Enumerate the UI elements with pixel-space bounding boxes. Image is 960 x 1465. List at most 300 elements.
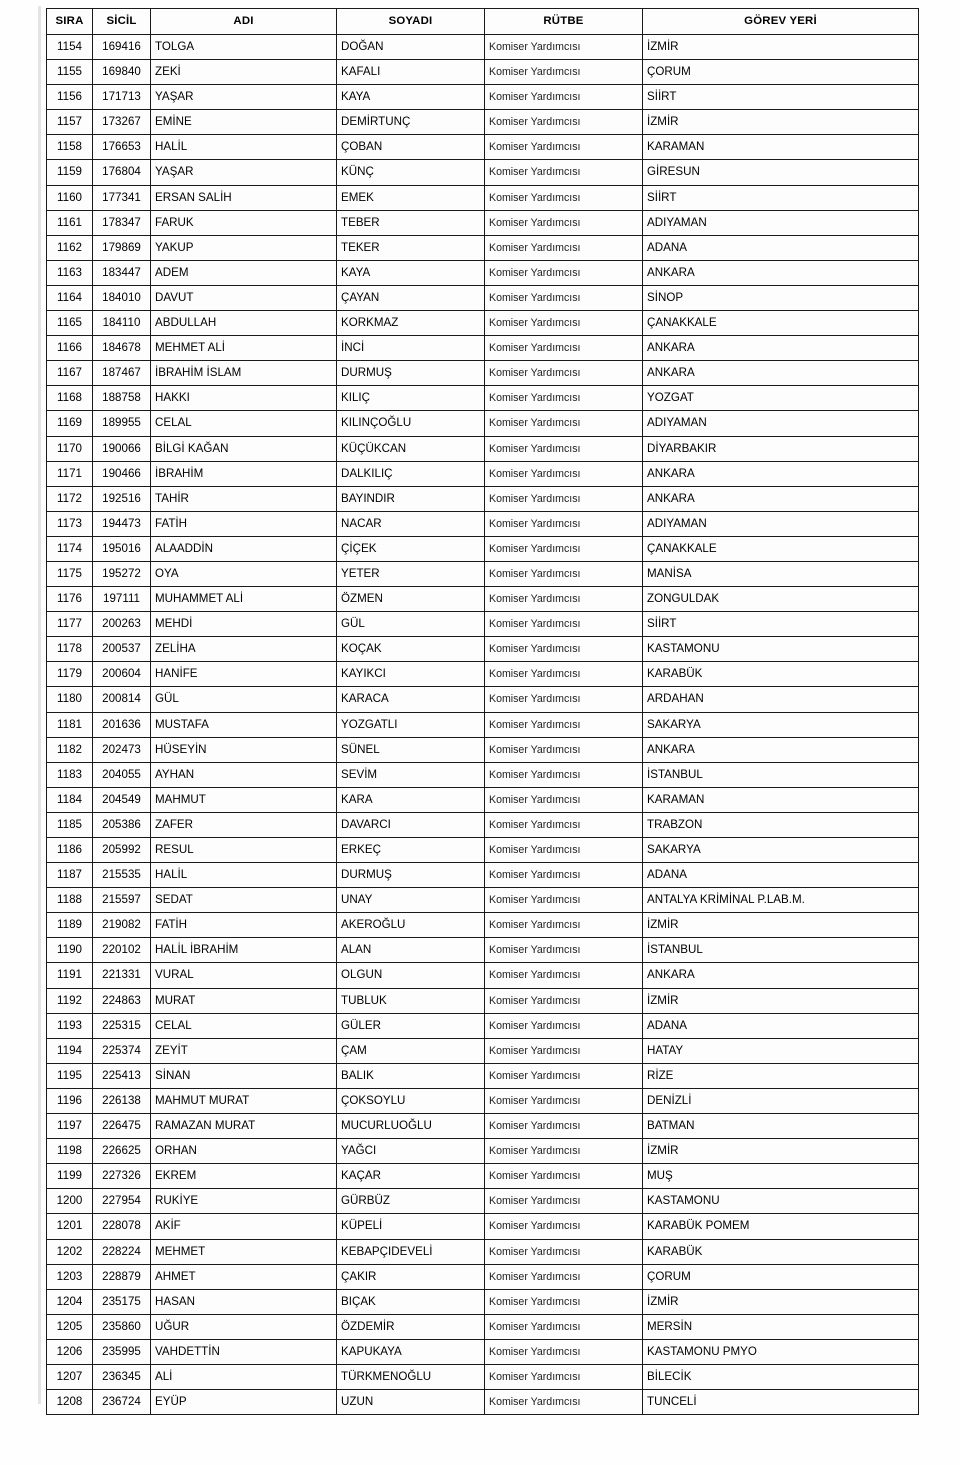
- cell-sira: 1173: [47, 511, 93, 536]
- cell-adi: CELAL: [151, 411, 337, 436]
- cell-sicil: 225315: [93, 1013, 151, 1038]
- cell-rutbe: Komiser Yardımcısı: [485, 662, 643, 687]
- cell-soyadi: SEVİM: [337, 762, 485, 787]
- cell-rutbe: Komiser Yardımcısı: [485, 1214, 643, 1239]
- cell-sira: 1181: [47, 712, 93, 737]
- table-row: [47, 863, 919, 888]
- cell-adi: HALİL: [151, 863, 337, 888]
- cell-rutbe: Komiser Yardımcısı: [485, 411, 643, 436]
- cell-sira: 1207: [47, 1364, 93, 1389]
- cell-soyadi: DURMUŞ: [337, 361, 485, 386]
- cell-sicil: 190066: [93, 436, 151, 461]
- cell-sira: 1159: [47, 160, 93, 185]
- cell-sicil: 235860: [93, 1314, 151, 1339]
- cell-sicil: 194473: [93, 511, 151, 536]
- cell-soyadi: KÜNÇ: [337, 160, 485, 185]
- cell-rutbe: Komiser Yardımcısı: [485, 712, 643, 737]
- cell-sicil: 169416: [93, 35, 151, 60]
- cell-sicil: 171713: [93, 85, 151, 110]
- cell-sira: 1184: [47, 787, 93, 812]
- cell-soyadi: ÇOKSOYLU: [337, 1088, 485, 1113]
- cell-gorev-yeri: ADANA: [643, 235, 919, 260]
- cell-sicil: 215597: [93, 888, 151, 913]
- table-row: [47, 536, 919, 561]
- cell-soyadi: DURMUŞ: [337, 863, 485, 888]
- cell-soyadi: ÇAKIR: [337, 1264, 485, 1289]
- cell-sicil: 227954: [93, 1189, 151, 1214]
- cell-adi: İBRAHİM İSLAM: [151, 361, 337, 386]
- table-row: [47, 1063, 919, 1088]
- cell-gorev-yeri: DİYARBAKIR: [643, 436, 919, 461]
- cell-sicil: 179869: [93, 235, 151, 260]
- cell-adi: RESUL: [151, 838, 337, 863]
- cell-soyadi: KEBAPÇIDEVELİ: [337, 1239, 485, 1264]
- cell-gorev-yeri: ANKARA: [643, 260, 919, 285]
- cell-soyadi: TEKER: [337, 235, 485, 260]
- cell-sira: 1161: [47, 210, 93, 235]
- table-row: [47, 612, 919, 637]
- cell-rutbe: Komiser Yardımcısı: [485, 1314, 643, 1339]
- cell-adi: ZEKİ: [151, 60, 337, 85]
- cell-soyadi: EMEK: [337, 185, 485, 210]
- cell-adi: MEHMET ALİ: [151, 336, 337, 361]
- cell-sicil: 202473: [93, 737, 151, 762]
- cell-adi: SEDAT: [151, 888, 337, 913]
- cell-gorev-yeri: ZONGULDAK: [643, 587, 919, 612]
- cell-sicil: 173267: [93, 110, 151, 135]
- cell-gorev-yeri: ANKARA: [643, 461, 919, 486]
- table-row: [47, 1013, 919, 1038]
- cell-sira: 1187: [47, 863, 93, 888]
- table-row: [47, 1038, 919, 1063]
- cell-adi: CELAL: [151, 1013, 337, 1038]
- cell-adi: HÜSEYİN: [151, 737, 337, 762]
- cell-soyadi: AKEROĞLU: [337, 913, 485, 938]
- cell-sicil: 195016: [93, 536, 151, 561]
- cell-sicil: 225413: [93, 1063, 151, 1088]
- cell-rutbe: Komiser Yardımcısı: [485, 587, 643, 612]
- cell-sicil: 200537: [93, 637, 151, 662]
- cell-soyadi: KARACA: [337, 687, 485, 712]
- cell-rutbe: Komiser Yardımcısı: [485, 1264, 643, 1289]
- table-row: [47, 461, 919, 486]
- cell-rutbe: Komiser Yardımcısı: [485, 60, 643, 85]
- cell-sicil: 195272: [93, 561, 151, 586]
- cell-gorev-yeri: SİNOP: [643, 285, 919, 310]
- cell-sira: 1186: [47, 838, 93, 863]
- cell-soyadi: ÇAYAN: [337, 285, 485, 310]
- cell-gorev-yeri: KARAMAN: [643, 787, 919, 812]
- cell-sira: 1170: [47, 436, 93, 461]
- cell-rutbe: Komiser Yardımcısı: [485, 1390, 643, 1415]
- cell-soyadi: YAĞCI: [337, 1139, 485, 1164]
- cell-soyadi: GÜLER: [337, 1013, 485, 1038]
- cell-gorev-yeri: ARDAHAN: [643, 687, 919, 712]
- cell-rutbe: Komiser Yardımcısı: [485, 612, 643, 637]
- cell-adi: EMİNE: [151, 110, 337, 135]
- cell-rutbe: Komiser Yardımcısı: [485, 1114, 643, 1139]
- cell-adi: SİNAN: [151, 1063, 337, 1088]
- cell-sira: 1198: [47, 1139, 93, 1164]
- cell-sicil: 183447: [93, 260, 151, 285]
- cell-soyadi: KOÇAK: [337, 637, 485, 662]
- table-row: [47, 235, 919, 260]
- cell-soyadi: TUBLUK: [337, 988, 485, 1013]
- cell-adi: BİLGİ KAĞAN: [151, 436, 337, 461]
- cell-sicil: 205992: [93, 838, 151, 863]
- cell-sira: 1172: [47, 486, 93, 511]
- cell-soyadi: ERKEÇ: [337, 838, 485, 863]
- table-row: [47, 511, 919, 536]
- cell-rutbe: Komiser Yardımcısı: [485, 762, 643, 787]
- cell-adi: FATİH: [151, 913, 337, 938]
- cell-rutbe: Komiser Yardımcısı: [485, 1189, 643, 1214]
- cell-rutbe: Komiser Yardımcısı: [485, 1239, 643, 1264]
- cell-sicil: 235175: [93, 1289, 151, 1314]
- cell-soyadi: KILINÇOĞLU: [337, 411, 485, 436]
- cell-sicil: 204549: [93, 787, 151, 812]
- cell-rutbe: Komiser Yardımcısı: [485, 285, 643, 310]
- table-row: [47, 988, 919, 1013]
- cell-soyadi: GÜL: [337, 612, 485, 637]
- cell-sira: 1185: [47, 812, 93, 837]
- cell-rutbe: Komiser Yardımcısı: [485, 486, 643, 511]
- table-row: [47, 1088, 919, 1113]
- cell-sira: 1201: [47, 1214, 93, 1239]
- cell-rutbe: Komiser Yardımcısı: [485, 812, 643, 837]
- column-header-sira: SIRA: [47, 9, 93, 35]
- table-row: [47, 386, 919, 411]
- cell-rutbe: Komiser Yardımcısı: [485, 386, 643, 411]
- table-row: [47, 712, 919, 737]
- cell-rutbe: Komiser Yardımcısı: [485, 311, 643, 336]
- column-header-rutbe: RÜTBE: [485, 9, 643, 35]
- cell-sicil: 215535: [93, 863, 151, 888]
- cell-gorev-yeri: ADIYAMAN: [643, 511, 919, 536]
- cell-sira: 1192: [47, 988, 93, 1013]
- cell-adi: TOLGA: [151, 35, 337, 60]
- table-row: [47, 85, 919, 110]
- cell-rutbe: Komiser Yardımcısı: [485, 1289, 643, 1314]
- cell-rutbe: Komiser Yardımcısı: [485, 511, 643, 536]
- table-row: [47, 1164, 919, 1189]
- cell-soyadi: ÖZDEMİR: [337, 1314, 485, 1339]
- table-row: [47, 812, 919, 837]
- cell-gorev-yeri: BATMAN: [643, 1114, 919, 1139]
- cell-gorev-yeri: TRABZON: [643, 812, 919, 837]
- cell-soyadi: ÇAM: [337, 1038, 485, 1063]
- cell-gorev-yeri: ADIYAMAN: [643, 411, 919, 436]
- cell-soyadi: DAVARCI: [337, 812, 485, 837]
- cell-adi: EYÜP: [151, 1390, 337, 1415]
- cell-sira: 1176: [47, 587, 93, 612]
- cell-sicil: 184110: [93, 311, 151, 336]
- cell-rutbe: Komiser Yardımcısı: [485, 938, 643, 963]
- cell-adi: MEHMET: [151, 1239, 337, 1264]
- table-row: [47, 260, 919, 285]
- cell-rutbe: Komiser Yardımcısı: [485, 737, 643, 762]
- cell-sira: 1190: [47, 938, 93, 963]
- cell-rutbe: Komiser Yardımcısı: [485, 361, 643, 386]
- table-row: [47, 1139, 919, 1164]
- cell-gorev-yeri: RİZE: [643, 1063, 919, 1088]
- cell-sicil: 200263: [93, 612, 151, 637]
- cell-rutbe: Komiser Yardımcısı: [485, 536, 643, 561]
- cell-sicil: 192516: [93, 486, 151, 511]
- cell-soyadi: İNCİ: [337, 336, 485, 361]
- table-body: [47, 35, 919, 1415]
- table-row: [47, 135, 919, 160]
- cell-soyadi: KÜPELİ: [337, 1214, 485, 1239]
- table-row: [47, 587, 919, 612]
- table-row: [47, 411, 919, 436]
- cell-sicil: 178347: [93, 210, 151, 235]
- column-header-sicil: SİCİL: [93, 9, 151, 35]
- table-row: [47, 913, 919, 938]
- table-row: [47, 687, 919, 712]
- cell-adi: VAHDETTİN: [151, 1339, 337, 1364]
- cell-adi: DAVUT: [151, 285, 337, 310]
- cell-rutbe: Komiser Yardımcısı: [485, 1339, 643, 1364]
- table-row: [47, 486, 919, 511]
- cell-sicil: 197111: [93, 587, 151, 612]
- table-row: [47, 311, 919, 336]
- cell-adi: AYHAN: [151, 762, 337, 787]
- cell-soyadi: KAFALI: [337, 60, 485, 85]
- cell-adi: OYA: [151, 561, 337, 586]
- cell-soyadi: KAYIKCI: [337, 662, 485, 687]
- cell-adi: HAKKI: [151, 386, 337, 411]
- cell-soyadi: KILIÇ: [337, 386, 485, 411]
- cell-adi: YAŞAR: [151, 85, 337, 110]
- cell-sira: 1174: [47, 536, 93, 561]
- table-row: [47, 336, 919, 361]
- cell-rutbe: Komiser Yardımcısı: [485, 787, 643, 812]
- cell-soyadi: GÜRBÜZ: [337, 1189, 485, 1214]
- cell-adi: RUKİYE: [151, 1189, 337, 1214]
- cell-gorev-yeri: ANKARA: [643, 486, 919, 511]
- table-row: [47, 1264, 919, 1289]
- cell-gorev-yeri: KASTAMONU: [643, 637, 919, 662]
- cell-sira: 1194: [47, 1038, 93, 1063]
- cell-gorev-yeri: SİİRT: [643, 85, 919, 110]
- cell-sira: 1164: [47, 285, 93, 310]
- cell-adi: TAHİR: [151, 486, 337, 511]
- cell-rutbe: Komiser Yardımcısı: [485, 461, 643, 486]
- cell-adi: MURAT: [151, 988, 337, 1013]
- table-row: [47, 1339, 919, 1364]
- cell-sira: 1154: [47, 35, 93, 60]
- cell-gorev-yeri: ÇORUM: [643, 60, 919, 85]
- table-row: [47, 1239, 919, 1264]
- cell-sira: 1183: [47, 762, 93, 787]
- cell-adi: ABDULLAH: [151, 311, 337, 336]
- cell-adi: HANİFE: [151, 662, 337, 687]
- table-row: [47, 838, 919, 863]
- cell-soyadi: UNAY: [337, 888, 485, 913]
- cell-adi: UĞUR: [151, 1314, 337, 1339]
- cell-adi: GÜL: [151, 687, 337, 712]
- cell-sira: 1168: [47, 386, 93, 411]
- cell-soyadi: KARA: [337, 787, 485, 812]
- cell-soyadi: YETER: [337, 561, 485, 586]
- cell-gorev-yeri: KARABÜK: [643, 662, 919, 687]
- cell-adi: ZELİHA: [151, 637, 337, 662]
- personnel-roster-table: [46, 8, 919, 1415]
- cell-gorev-yeri: ANKARA: [643, 963, 919, 988]
- cell-rutbe: Komiser Yardımcısı: [485, 838, 643, 863]
- table-row: [47, 1390, 919, 1415]
- table-row: [47, 160, 919, 185]
- table-row: [47, 1214, 919, 1239]
- cell-soyadi: UZUN: [337, 1390, 485, 1415]
- cell-adi: YAKUP: [151, 235, 337, 260]
- cell-sicil: 226475: [93, 1114, 151, 1139]
- cell-sicil: 201636: [93, 712, 151, 737]
- table-row: [47, 938, 919, 963]
- table-row: [47, 1114, 919, 1139]
- cell-sira: 1188: [47, 888, 93, 913]
- cell-sicil: 227326: [93, 1164, 151, 1189]
- cell-sira: 1160: [47, 185, 93, 210]
- cell-rutbe: Komiser Yardımcısı: [485, 135, 643, 160]
- table-row: [47, 737, 919, 762]
- table-row: [47, 1314, 919, 1339]
- cell-gorev-yeri: İZMİR: [643, 1139, 919, 1164]
- cell-sira: 1195: [47, 1063, 93, 1088]
- table-row: [47, 561, 919, 586]
- cell-sira: 1191: [47, 963, 93, 988]
- cell-gorev-yeri: BİLECİK: [643, 1364, 919, 1389]
- cell-rutbe: Komiser Yardımcısı: [485, 1364, 643, 1389]
- table-row: [47, 361, 919, 386]
- cell-adi: HASAN: [151, 1289, 337, 1314]
- cell-soyadi: DOĞAN: [337, 35, 485, 60]
- cell-soyadi: ALAN: [337, 938, 485, 963]
- cell-sira: 1167: [47, 361, 93, 386]
- cell-sicil: 225374: [93, 1038, 151, 1063]
- cell-rutbe: Komiser Yardımcısı: [485, 260, 643, 285]
- cell-gorev-yeri: DENİZLİ: [643, 1088, 919, 1113]
- cell-adi: ORHAN: [151, 1139, 337, 1164]
- cell-soyadi: OLGUN: [337, 963, 485, 988]
- cell-sicil: 187467: [93, 361, 151, 386]
- cell-sira: 1206: [47, 1339, 93, 1364]
- cell-soyadi: NACAR: [337, 511, 485, 536]
- cell-adi: EKREM: [151, 1164, 337, 1189]
- cell-gorev-yeri: SİİRT: [643, 185, 919, 210]
- cell-sira: 1193: [47, 1013, 93, 1038]
- cell-rutbe: Komiser Yardımcısı: [485, 1013, 643, 1038]
- cell-gorev-yeri: İZMİR: [643, 988, 919, 1013]
- cell-gorev-yeri: GİRESUN: [643, 160, 919, 185]
- cell-rutbe: Komiser Yardımcısı: [485, 336, 643, 361]
- cell-soyadi: ÖZMEN: [337, 587, 485, 612]
- cell-rutbe: Komiser Yardımcısı: [485, 185, 643, 210]
- cell-rutbe: Komiser Yardımcısı: [485, 1063, 643, 1088]
- cell-sira: 1208: [47, 1390, 93, 1415]
- cell-rutbe: Komiser Yardımcısı: [485, 85, 643, 110]
- cell-sira: 1157: [47, 110, 93, 135]
- cell-sicil: 205386: [93, 812, 151, 837]
- cell-soyadi: MUCURLUOĞLU: [337, 1114, 485, 1139]
- cell-rutbe: Komiser Yardımcısı: [485, 1038, 643, 1063]
- cell-rutbe: Komiser Yardımcısı: [485, 35, 643, 60]
- cell-sira: 1197: [47, 1114, 93, 1139]
- cell-sira: 1162: [47, 235, 93, 260]
- cell-soyadi: ÇİÇEK: [337, 536, 485, 561]
- cell-sicil: 204055: [93, 762, 151, 787]
- cell-sira: 1165: [47, 311, 93, 336]
- cell-sira: 1169: [47, 411, 93, 436]
- cell-adi: AKİF: [151, 1214, 337, 1239]
- cell-rutbe: Komiser Yardımcısı: [485, 988, 643, 1013]
- table-row: [47, 1364, 919, 1389]
- cell-sicil: 228224: [93, 1239, 151, 1264]
- cell-sicil: 236345: [93, 1364, 151, 1389]
- cell-soyadi: DALKILIÇ: [337, 461, 485, 486]
- column-header-gorev-yeri: GÖREV YERİ: [643, 9, 919, 35]
- cell-soyadi: SÜNEL: [337, 737, 485, 762]
- cell-sicil: 224863: [93, 988, 151, 1013]
- cell-adi: MUSTAFA: [151, 712, 337, 737]
- cell-sicil: 169840: [93, 60, 151, 85]
- table-row: [47, 888, 919, 913]
- cell-adi: HALİL: [151, 135, 337, 160]
- cell-adi: ERSAN SALİH: [151, 185, 337, 210]
- cell-gorev-yeri: İZMİR: [643, 1289, 919, 1314]
- cell-gorev-yeri: YOZGAT: [643, 386, 919, 411]
- cell-sicil: 221331: [93, 963, 151, 988]
- cell-sira: 1178: [47, 637, 93, 662]
- table-row: [47, 60, 919, 85]
- cell-gorev-yeri: ANKARA: [643, 336, 919, 361]
- table-row: [47, 110, 919, 135]
- cell-gorev-yeri: SİİRT: [643, 612, 919, 637]
- table-row: [47, 662, 919, 687]
- cell-rutbe: Komiser Yardımcısı: [485, 687, 643, 712]
- cell-sicil: 177341: [93, 185, 151, 210]
- cell-rutbe: Komiser Yardımcısı: [485, 963, 643, 988]
- cell-soyadi: BIÇAK: [337, 1289, 485, 1314]
- cell-sicil: 200814: [93, 687, 151, 712]
- cell-sira: 1204: [47, 1289, 93, 1314]
- column-header-soyadi: SOYADI: [337, 9, 485, 35]
- cell-gorev-yeri: ANTALYA KRİMİNAL P.LAB.M.: [643, 888, 919, 913]
- cell-soyadi: KORKMAZ: [337, 311, 485, 336]
- cell-soyadi: KÜÇÜKCAN: [337, 436, 485, 461]
- cell-adi: ZEYİT: [151, 1038, 337, 1063]
- cell-soyadi: KAYA: [337, 85, 485, 110]
- cell-sicil: 226138: [93, 1088, 151, 1113]
- cell-gorev-yeri: SAKARYA: [643, 838, 919, 863]
- cell-adi: AHMET: [151, 1264, 337, 1289]
- cell-sira: 1203: [47, 1264, 93, 1289]
- cell-adi: YAŞAR: [151, 160, 337, 185]
- cell-rutbe: Komiser Yardımcısı: [485, 160, 643, 185]
- cell-sicil: 176653: [93, 135, 151, 160]
- cell-adi: MAHMUT MURAT: [151, 1088, 337, 1113]
- table-row: [47, 285, 919, 310]
- cell-sira: 1182: [47, 737, 93, 762]
- cell-sira: 1171: [47, 461, 93, 486]
- cell-sicil: 188758: [93, 386, 151, 411]
- cell-sicil: 235995: [93, 1339, 151, 1364]
- cell-rutbe: Komiser Yardımcısı: [485, 1139, 643, 1164]
- cell-gorev-yeri: SAKARYA: [643, 712, 919, 737]
- cell-sira: 1180: [47, 687, 93, 712]
- cell-gorev-yeri: ADANA: [643, 863, 919, 888]
